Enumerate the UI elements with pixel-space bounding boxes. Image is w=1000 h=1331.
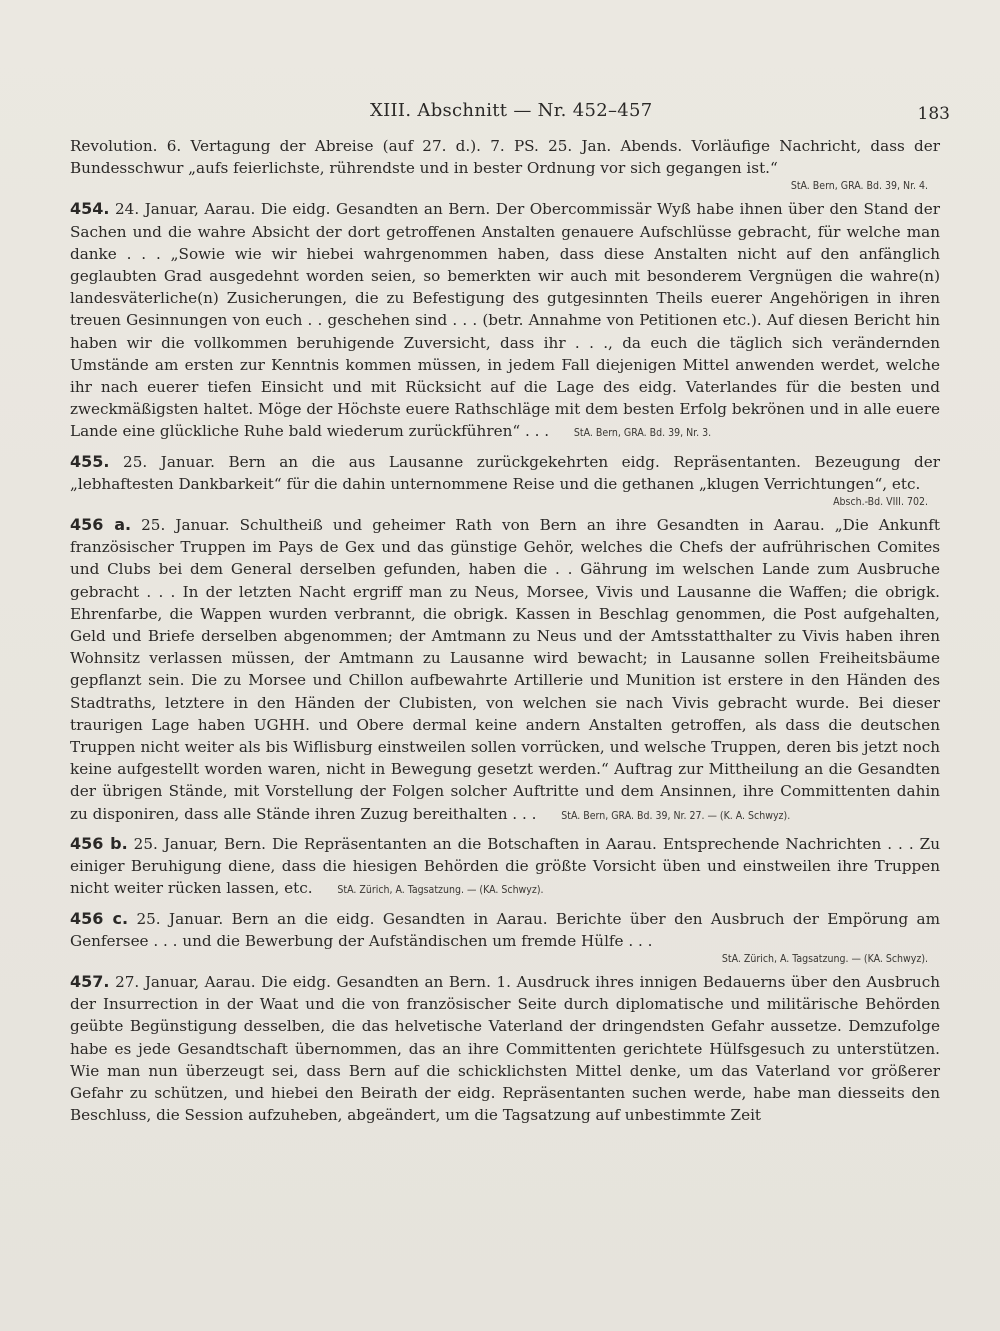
entry-455 bbox=[70, 451, 940, 495]
page-body bbox=[70, 135, 940, 1126]
entry-456a bbox=[70, 514, 940, 825]
entry-source: StA. Bern, GRA. Bd. 39, Nr. 3. bbox=[573, 427, 712, 440]
entry-text: 25. Januar. Bern an die aus Lausanne zurückgekehrten eidg. Repräsentanten. Bezeugung der „lebhaftesten Dankbarkeit“ für die dahin unternommene Reise und die gethanen „klugen Verrichtungen“, etc. bbox=[70, 452, 941, 493]
entry-456c bbox=[70, 908, 940, 952]
page-header bbox=[70, 100, 950, 130]
entry-text: 24. Januar, Aarau. Die eidg. Gesandten an Bern. Der Obercommissär Wyß habe ihnen über den Stand der Sachen und die wahre Absicht der dort getroffenen Anstalten genauere Aufschlüsse gebracht, für welche man danke . . . „Sowie wie wir hiebei wahrgenommen haben, dass diese Anstalten nicht auf den anfänglich geglaubten Grad ausgedehnt worden seien, so bemerkten wir auch mit besonderem Vergnügen die wahre(n) landesväterliche(n) Zusicherungen, die zu Befestigung des gutgesinnten Theils euerer Angehörigen in ihren treuen Gesinnungen von euch . . geschehen sind . . . (betr. Annahme von Petitionen etc.). Auf diesen Bericht hin haben wir die vollkommen beruhigende Zuversicht, dass ihr . . ., da euch die täglich sich verändernden Umstände am ersten zur Kenntnis kommen müssen, in jedem Fall diejenigen Mittel anwenden werdet, welche ihr nach euerer tiefen Einsicht und mit Rücksicht auf die Lage des eidg. Vaterlandes für die besten und zweckmäßigsten haltet. Möge der Höchste euere Rathschläge mit dem besten Erfolg bekrönen und in alle euere Lande eine glückliche Ruhe bald wiederum zurückführen“ . . . bbox=[70, 200, 941, 441]
entry-text: 25. Januar, Bern. Die Repräsentanten an die Botschaften in Aarau. Entsprechende Nachrichten . . . Zu einiger Beruhigung diene, dass die hiesigen Behörden die größte Vorsicht üben und einstweilen ihre Truppen nicht weiter rücken lassen, etc. bbox=[70, 834, 941, 898]
entry-number: 455. bbox=[70, 451, 110, 471]
page-number: 183 bbox=[917, 104, 950, 124]
running-head: XIII. Abschnitt — Nr. 452–457 bbox=[370, 100, 653, 121]
entry-number: 454. bbox=[70, 199, 110, 219]
entry-number: 456 b. bbox=[70, 833, 128, 853]
entry-454 bbox=[70, 198, 940, 442]
entry-457 bbox=[70, 971, 940, 1126]
entry-456b bbox=[70, 833, 940, 900]
entry-source: StA. Zürich, A. Tagsatzung. — (KA. Schwyz). bbox=[721, 952, 928, 965]
entry-text: 25. Januar. Bern an die eidg. Gesandten in Aarau. Berichte über den Ausbruch der Empörung am Genfersee . . . und die Bewerbung der Aufständischen um fremde Hülfe . . . bbox=[70, 909, 941, 950]
entry-text: 27. Januar, Aarau. Die eidg. Gesandten an Bern. 1. Ausdruck ihres innigen Bedauerns über den Ausbruch der Insurrection in der Waat und die von französischer Seite durch diplomatische und militärische Behörden geübte Begünstigung desselben, die das helvetische Vaterland der dringendsten Gefahr aussetze. Demzufolge habe es jede Gesandtschaft übernommen, das an ihre Committenten gerichtete Hülfsgesuch zu unterstützen. Wie man nun überzeugt sei, dass Bern auf die schicklichsten Mittel denke, um das Vaterland vor größerer Gefahr zu schützen, und hiebei den Beirath der eidg. Repräsentanten suchen werde, habe man diesseits den Beschluss, die Session aufzuheben, abgeändert, um die Tagsatzung auf unbestimmte Zeit bbox=[70, 972, 941, 1125]
entry-number: 456 c. bbox=[70, 908, 129, 928]
intro-text: Revolution. 6. Vertagung der Abreise (auf 27. d.). 7. PS. 25. Jan. Abends. Vorläufige Nachricht, dass der Bundesschwur „aufs feierlichste, rührendste und in bester Ordnung vor sich gegangen ist.“ bbox=[70, 137, 940, 178]
intro-source: StA. Bern, GRA. Bd. 39, Nr. 4. bbox=[790, 180, 928, 193]
entry-source: StA. Bern, GRA. Bd. 39, Nr. 27. — (K. A. Schwyz). bbox=[561, 809, 791, 822]
entry-source: StA. Zürich, A. Tagsatzung. — (KA. Schwyz). bbox=[337, 884, 544, 897]
entry-number: 456 a. bbox=[70, 515, 132, 535]
intro-paragraph bbox=[70, 135, 940, 179]
entry-number: 457. bbox=[70, 971, 110, 991]
entry-source: Absch.-Bd. VIII. 702. bbox=[833, 496, 928, 509]
entry-text: 25. Januar. Schultheiß und geheimer Rath von Bern an ihre Gesandten in Aarau. „Die Ankunft französischer Truppen im Pays de Gex und das günstige Gehör, welches die Chefs der aufrührischen Comites und Clubs bei dem General derselben gefunden, haben die . . Gährung im welschen Lande zum Ausbruche gebracht . . . In der letzten Nacht ergriff man zu Neus, Morsee, Vivis und Lausanne die Waffen; die obrigk. Ehrenfarbe, die Wappen wurden verbrannt, die obrigk. Kassen in Beschlag genommen, die Post aufgehalten, Geld und Briefe derselben abgenommen; der Amtmann zu Neus und der Amtsstatthalter zu Vivis haben ihren Wohnsitz verlassen müssen, der Amtmann zu Lausanne wird bewacht; in Lausanne sollen Freiheitsbäume gepflanzt sein. Die zu Morsee und Chillon aufbewahrte Artillerie und Munition ist erstere in den Händen des Stadtraths, letztere in den Händen der Clubisten, von welchen sie nach Vivis gebracht wurde. Bei dieser traurigen Lage haben UGHH. und Obere dermal keine andern Anstalten getroffen, als dass die deutschen Truppen nicht weiter als bis Wiflisburg einstweilen sollen vorrücken, und welsche Truppen, deren bis jetzt noch keine aufgestellt worden waren, nicht in Bewegung gesetzt werden.“ Auftrag zur Mittheilung an die Gesandten der übrigen Stände, mit Vorstellung der Folgen solcher Auftritte und dem Ansinnen, ihre Committenten dahin zu disponiren, dass alle Stände ihren Zuzug bereithalten . . . bbox=[70, 516, 940, 823]
